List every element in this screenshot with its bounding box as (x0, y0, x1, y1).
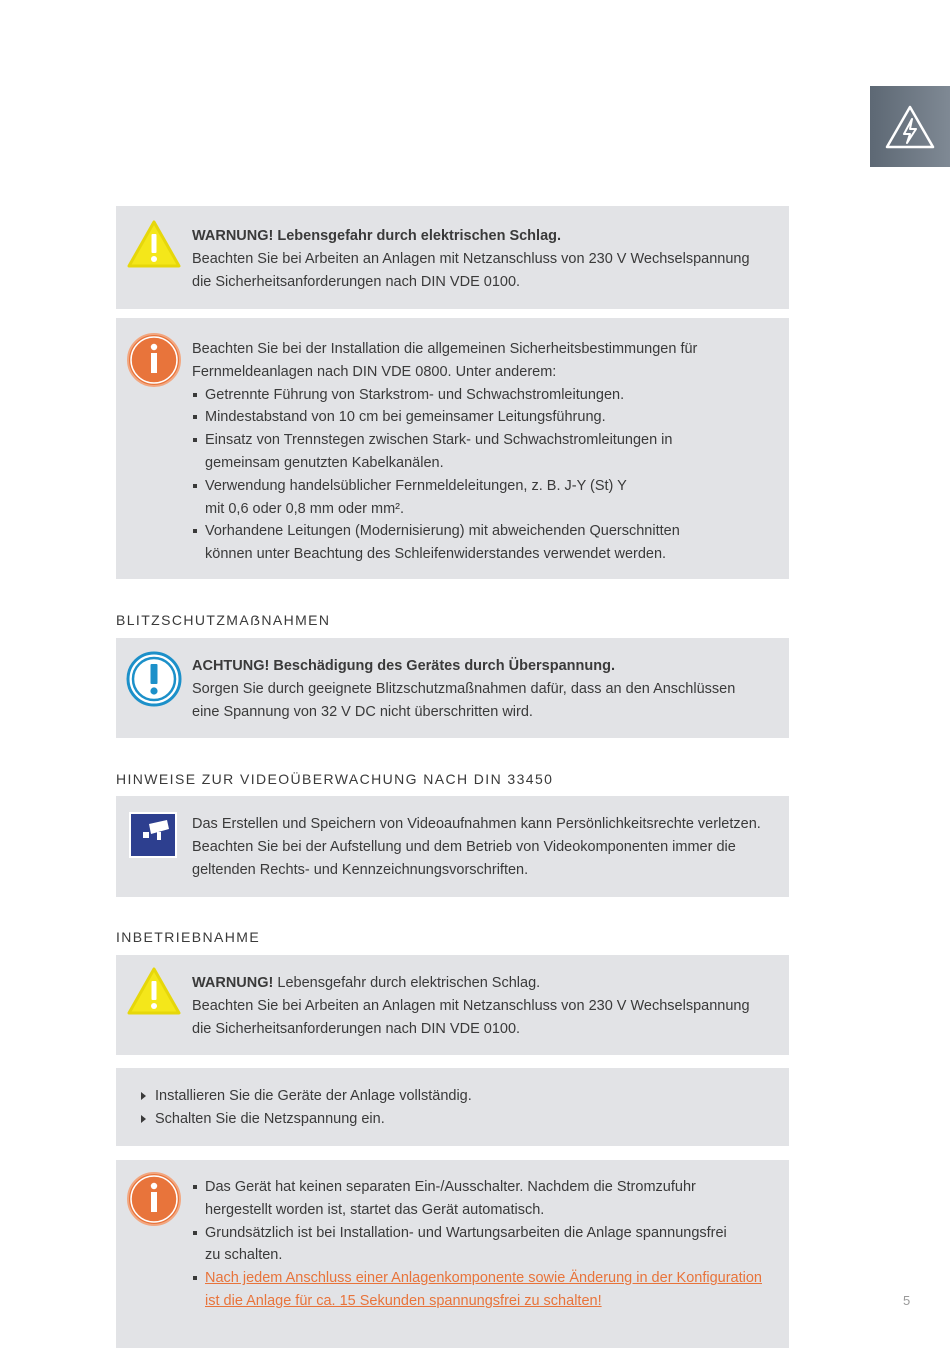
step-item: Schalten Sie die Netzspannung ein. (141, 1108, 775, 1131)
list-item: Mindestabstand von 10 cm bei gemeinsamer Leitungsführung. (192, 406, 775, 429)
warning-text-line: die Sicherheitsanforderungen nach DIN VDE 0100. (192, 273, 521, 290)
warning-triangle-icon (126, 219, 182, 269)
warning-text-line: Beachten Sie bei Arbeiten an Anlagen mit Netzanschluss von 230 V Wechselspannung (192, 250, 750, 267)
attention-title: ACHTUNG! Beschädigung des Gerätes durch Überspannung. (192, 658, 615, 674)
exclamation-circle-icon (126, 651, 182, 707)
section-heading: BLITZSCHUTZMAẞNAHMEN (116, 612, 331, 628)
warning-label: WARNUNG! (192, 975, 274, 991)
video-text-line: Beachten Sie bei der Aufstellung und dem Betrieb von Videokomponenten immer die (192, 838, 736, 855)
high-voltage-icon (883, 103, 937, 151)
warning-title: WARNUNG! Lebensgefahr durch elektrischen Schlag. (192, 228, 562, 244)
instruction-steps (116, 1068, 789, 1146)
info-circle-icon (126, 1171, 182, 1227)
attention-text-line: Sorgen Sie durch geeignete Blitzschutzmaßnahmen dafür, dass an den Anschlüssen (192, 680, 736, 697)
warning-title-rest: Lebensgefahr durch elektrischen Schlag. (273, 975, 541, 991)
list-item (192, 1267, 775, 1313)
page-number: 5 (903, 1293, 911, 1308)
list-item: Das Gerät hat keinen separaten Ein-/Ausschalter. Nachdem die Stromzufuhr hergestellt worden ist, startet das Gerät automatisch. (192, 1176, 715, 1222)
list-item: Grundsätzlich ist bei Installation- und Wartungsarbeiten die Anlage spannungsfrei zu schalten. (192, 1222, 745, 1268)
list-item: Vorhandene Leitungen (Modernisierung) mit abweichenden Querschnitten können unter Beachtung des Schleifenwiderstandes verwendet werden. (192, 520, 700, 566)
section-heading: HINWEISE ZUR VIDEOÜBERWACHUNG NACH DIN 33450 (116, 771, 554, 787)
video-text-line: geltenden Rechts- und Kennzeichnungsvorschriften. (192, 861, 529, 878)
warning-text-line: die Sicherheitsanforderungen nach DIN VDE 0100. (192, 1020, 521, 1037)
warning-notice (116, 206, 789, 309)
section-heading: INBETRIEBNAHME (116, 929, 261, 945)
info-intro: Beachten Sie bei der Installation die allgemeinen Sicherheitsbestimmungen für (192, 341, 698, 357)
info-list (192, 384, 775, 566)
warning-text-line: Beachten Sie bei Arbeiten an Anlagen mit Netzanschluss von 230 V Wechselspannung (192, 997, 750, 1014)
info-notice (116, 1160, 789, 1348)
section-tab (870, 86, 950, 167)
step-list (141, 1085, 775, 1131)
info-notice (116, 318, 789, 579)
warning-notice (116, 955, 789, 1055)
step-item: Installieren Sie die Geräte der Anlage vollständig. (141, 1085, 775, 1108)
warning-triangle-icon (126, 966, 182, 1016)
video-camera-icon (129, 812, 177, 858)
info-circle-icon (126, 332, 182, 388)
attention-text-line: eine Spannung von 32 V DC nicht überschritten wird. (192, 703, 533, 720)
info-intro: Fernmeldeanlagen nach DIN VDE 0800. Unter anderem: (192, 363, 557, 380)
list-item: Einsatz von Trennstegen zwischen Stark- und Schwachstromleitungen in gemeinsam genutzten Kabelkanälen. (192, 429, 675, 475)
video-notice (116, 796, 789, 897)
video-text-line: Das Erstellen und Speichern von Videoaufnahmen kann Persönlichkeitsrechte verletzen. (192, 816, 761, 832)
info-list (192, 1176, 775, 1313)
attention-notice (116, 638, 789, 738)
warning-title (192, 972, 775, 995)
config-warning-link[interactable]: Nach jedem Anschluss einer Anlagenkomponente sowie Änderung in der Konfiguration ist die Anlage für ca. 15 Sekunden spannungsfrei zu schalten! (205, 1270, 762, 1309)
list-item: Verwendung handelsüblicher Fernmeldeleitungen, z. B. J-Y (St) Y mit 0,6 oder 0,8 mm oder mm². (192, 475, 645, 521)
list-item: Getrennte Führung von Starkstrom- und Schwachstromleitungen. (192, 384, 775, 407)
